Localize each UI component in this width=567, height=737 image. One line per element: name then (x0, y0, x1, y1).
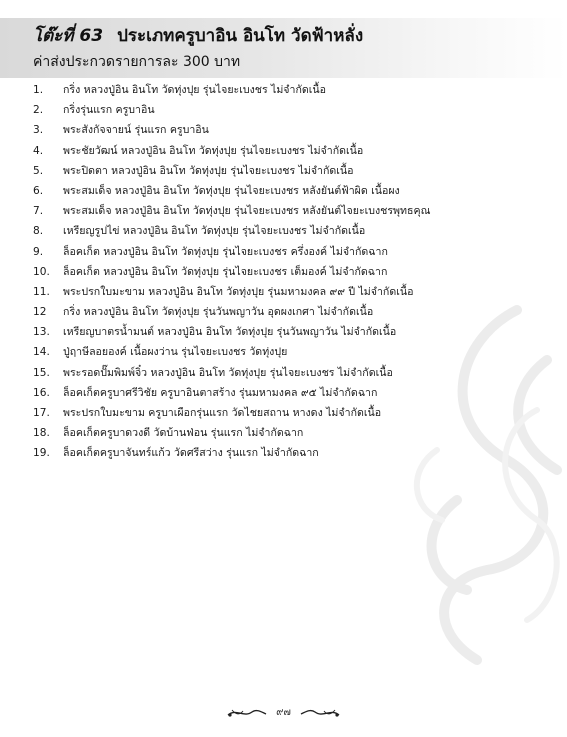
item-text: กริ่ง หลวงปู่อิน อินโท วัดทุ่งปุย รุ่นไจยะเบงชร ไม่จำกัดเนื้อ (63, 84, 326, 96)
page-number: ๙๗ (276, 707, 291, 718)
item-text: พระสมเด็จ หลวงปู่อิน อินโท วัดทุ่งปุย รุ่นไจยะเบงชร หลังยันต์ฟ้าผิด เนื้อผง (63, 184, 400, 197)
item-number: 16. (33, 386, 50, 399)
item-number: 5. (33, 164, 44, 177)
item-number: 3. (33, 124, 44, 137)
item-text: พระรอดปั๊มพิมพ์จิ๋ว หลวงปู่อิน อินโท วัดทุ่งปุย รุ่นไจยะเบงชร ไม่จำกัดเนื้อ (63, 366, 393, 379)
item-text: กริ่งรุ่นแรก ครูบาอิน (63, 104, 155, 117)
item-number: 18. (33, 427, 50, 440)
item-number: 11. (33, 285, 50, 298)
item-number: 10. (33, 265, 50, 278)
item-text: ปู่ฤาษีลอยองค์ เนื้อผงว่าน รุ่นไจยะเบงชร วัดทุ่งปุย (63, 346, 288, 359)
page-title (33, 22, 363, 49)
item-text: พระสังกัจจายน์ รุ่นแรก ครูบาอิน (63, 124, 209, 137)
item-number: 8. (33, 225, 44, 238)
item-text: ล็อคเก็ตครูบาศรีวิชัย ครูบาอินตาสร้าง รุ่นมหามงคล ๙๕ ไม่จำกัดฉาก (63, 386, 378, 399)
item-number: 12 (33, 306, 47, 319)
scroll-ornament-right-icon (299, 706, 341, 720)
item-text: พระปรกใบมะขาม หลวงปู่อิน อินโท วัดทุ่งปุย รุ่นมหามงคล ๙๙ ปี ไม่จำกัดเนื้อ (63, 285, 414, 298)
category-title: ประเภทครูบาอิน อินโท วัดฟ้าหลั่ง (117, 26, 364, 46)
item-number: 2. (33, 104, 44, 117)
item-number: 13. (33, 326, 50, 339)
item-text: กริ่ง หลวงปู่อิน อินโท วัดทุ่งปุย รุ่นวันพญาวัน อุดผงเกศา ไม่จำกัดเนื้อ (63, 306, 374, 319)
item-number: 7. (33, 205, 44, 218)
item-text: ล็อคเก็ต หลวงปู่อิน อินโท วัดทุ่งปุย รุ่นไจยะเบงชร เต็มองค์ ไม่จำกัดฉาก (63, 265, 388, 278)
floral-watermark-icon (397, 300, 567, 680)
table-number: โต๊ะที่ 63 (33, 26, 104, 46)
item-text: พระชัยวัฒน์ หลวงปู่อิน อินโท วัดทุ่งปุย รุ่นไจยะเบงชร ไม่จำกัดเนื้อ (63, 144, 364, 157)
page-footer (0, 702, 567, 722)
item-text: เหรียญบาตรน้ำมนต์ หลวงปู่อิน อินโท วัดทุ่งปุย รุ่นวันพญาวัน ไม่จำกัดเนื้อ (63, 326, 397, 339)
item-number: 6. (33, 184, 44, 197)
scroll-ornament-left-icon (226, 706, 268, 720)
item-text: ล็อคเก็ตครูบาจันทร์แก้ว วัดศรีสว่าง รุ่นแรก ไม่จำกัดฉาก (63, 447, 319, 460)
item-number: 9. (33, 245, 44, 258)
item-text: เหรียญรูปไข่ หลวงปู่อิน อินโท วัดทุ่งปุย รุ่นไจยะเบงชร ไม่จำกัดเนื้อ (63, 225, 366, 238)
entry-fee-subtitle: ค่าส่งประกวดรายการละ 300 บาท (33, 54, 241, 70)
item-number: 17. (33, 407, 50, 419)
item-number: 1. (33, 84, 44, 96)
item-number: 4. (33, 144, 44, 157)
item-text: ล็อคเก็ต หลวงปู่อิน อินโท วัดทุ่งปุย รุ่นไจยะเบงชร ครึ่งองค์ ไม่จำกัดฉาก (63, 245, 388, 258)
item-text: พระสมเด็จ หลวงปู่อิน อินโท วัดทุ่งปุย รุ่นไจยะเบงชร หลังยันต์ไจยะเบงชรพุทธคุณ (63, 205, 431, 218)
item-number: 14. (33, 346, 50, 359)
item-text: ล็อคเก็ตครูบาดวงดี วัดบ้านฟ่อน รุ่นแรก ไม่จำกัดฉาก (63, 427, 304, 440)
item-number: 19. (33, 447, 50, 460)
item-text: พระปรกใบมะขาม ครูบาเผือกรุ่นแรก วัดไชยสถาน หางดง ไม่จำกัดเนื้อ (63, 407, 382, 419)
item-text: พระปิดตา หลวงปู่อิน อินโท วัดทุ่งปุย รุ่นไจยะเบงชร ไม่จำกัดเนื้อ (63, 164, 354, 177)
item-number: 15. (33, 366, 50, 379)
